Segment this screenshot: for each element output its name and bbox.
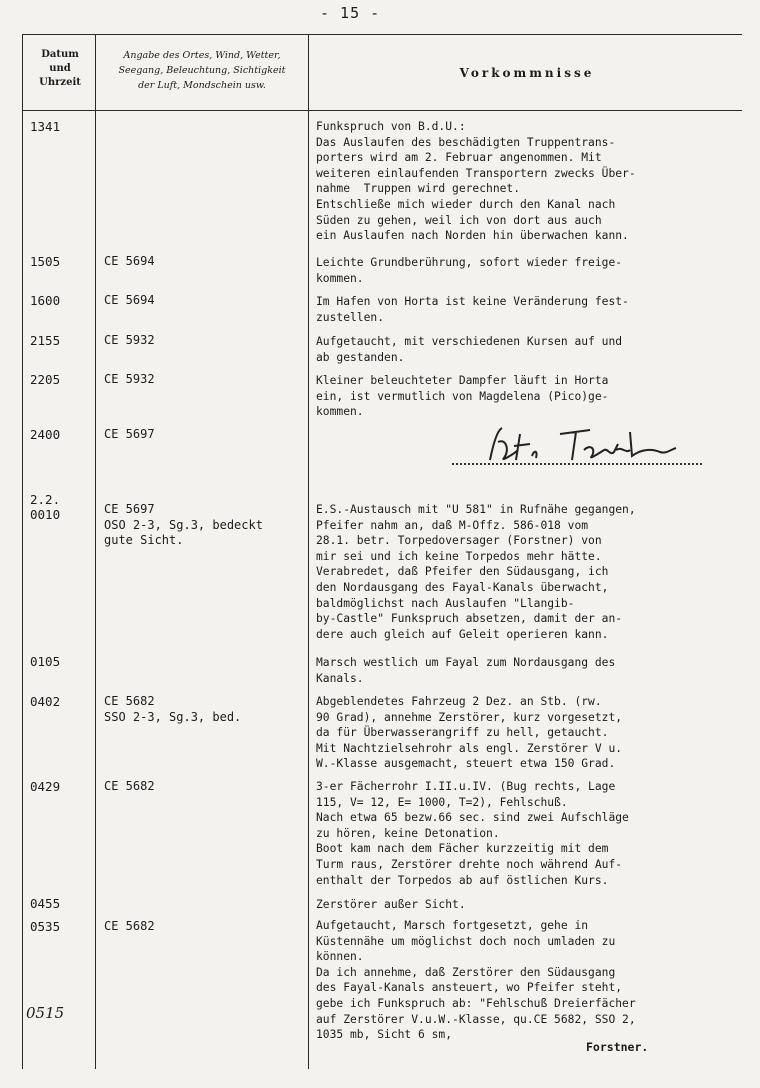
header-divider: [22, 110, 742, 111]
entry-time: 0429: [30, 779, 61, 794]
entry-time: 0402: [30, 694, 61, 709]
entry-place: CE 5682 SSO 2-3, Sg.3, bed.: [104, 694, 242, 724]
page-number: - 15 -: [320, 4, 381, 22]
entry-event: Im Hafen von Horta ist keine Veränderung fest- zustellen.: [316, 295, 629, 324]
entry-event: Zerstörer außer Sicht.: [316, 898, 466, 911]
table-border-top: [22, 34, 742, 35]
entry-place: CE 5697 OSO 2-3, Sg.3, bedeckt gute Sicht.: [104, 502, 263, 547]
entry-place: CE 5694: [104, 254, 155, 268]
entry-place: CE 5682: [104, 919, 155, 933]
entry-time: 0535: [30, 919, 61, 934]
entry-time: 1341: [30, 119, 61, 134]
entry-event: 3-er Fächerrohr I.II.u.IV. (Bug rechts, Lage 115, V= 12, E= 1000, T=2), Fehlschuß. Nach etwa 65 bezw.66 sec. sind zwei Aufschläge zu hören, keine Detonation. Boot kam nach dem Fächer kurzzeitig mit dem Turm raus, Zerstörer drehte noch während Auf- enthalt der Torpedos ab auf östlichen Kurs.: [316, 780, 629, 887]
entry-event: Aufgetaucht, Marsch fortgesetzt, gehe in Küstennähe um möglichst doch noch umladen zu können. Da ich annehme, daß Zerstörer den Südausgang des Fayal-Kanals ansteuert, wo Pfeifer steht, gebe ich Funkspruch ab: "Fehlschuß Dreierfächer auf Zerstörer V.u.W.-Klasse, qu.CE 5682, SSO 2, 1035 mb, Sicht 6 sm,: [316, 919, 636, 1042]
entry-event: Aufgetaucht, mit verschiedenen Kursen auf und ab gestanden.: [316, 335, 623, 364]
entry-event: Kleiner beleuchteter Dampfer läuft in Horta ein, ist vermutlich von Magdelena (Pico)ge- kommen.: [316, 374, 609, 419]
entry-time: 0455: [30, 896, 61, 911]
entry-time: 2.2. 0010: [30, 492, 61, 522]
entry-time: 0105: [30, 654, 61, 669]
header-events-column: Vorkommnisse: [459, 66, 595, 80]
column-divider-place: [308, 34, 309, 1069]
entry-event: Funkspruch von B.d.U.: Das Auslaufen des beschädigten Truppentrans- porters wird am 2. Februar angenommen. Mit weiteren einlaufenden Transportern zwecks Über- nahme Truppen wird gerechnet. Entschließe mich wieder durch den Kanal nach Süden zu gehen, weil ich von dort aus auch ein Auslaufen nach Norden hin überwachen kann.: [316, 120, 636, 243]
entry-time: 2400: [30, 427, 61, 442]
header-date-column: Datum und Uhrzeit: [39, 49, 81, 88]
entry-time: 1600: [30, 293, 61, 308]
entry-place: CE 5932: [104, 372, 155, 386]
entry-event: Marsch westlich um Fayal zum Nordausgang des Kanals.: [316, 656, 616, 685]
entry-time: 2205: [30, 372, 61, 387]
entry-place: CE 5694: [104, 293, 155, 307]
margin-note: 0515: [26, 1004, 65, 1022]
column-divider-date: [95, 34, 96, 1069]
entry-place: CE 5697: [104, 427, 155, 441]
entry-event: E.S.-Austausch mit "U 581" in Rufnähe gegangen, Pfeifer nahm an, daß M-Offz. 586-018 vom 28.1. betr. Torpedoversager (Forstner) von mir sei und ich keine Torpedos mehr hätte. Verabredet, daß Pfeifer den Südausgang, ich den Nordausgang des Fayal-Kanals überwacht, baldmöglichst nach Auslaufen "Llangib- by-Castle" Funkspruch absetzen, damit der an- dere auch gleich auf Geleit operieren kann.: [316, 503, 636, 641]
entry-time: 1505: [30, 254, 61, 269]
signer-name: Forstner.: [586, 1040, 649, 1054]
entry-time: 2155: [30, 333, 61, 348]
entry-event: Abgeblendetes Fahrzeug 2 Dez. an Stb. (rw. 90 Grad), annehme Zerstörer, kurz vorgesetzt, da für Überwasserangriff zu hell, getaucht. Mit Nachtzielsehrohr als engl. Zerstörer V u. W.-Klasse ausgemacht, steuert etwa 150 Grad.: [316, 695, 623, 771]
table-border-left: [22, 34, 23, 1069]
signature-line: [452, 463, 702, 465]
entry-place: CE 5682: [104, 779, 155, 793]
entry-event: Leichte Grundberührung, sofort wieder freige- kommen.: [316, 256, 623, 285]
header-place-column: Angabe des Ortes, Wind, Wetter, Seegang, Beleuchtung, Sichtigkeit der Luft, Mondschein usw.: [118, 50, 286, 91]
entry-place: CE 5932: [104, 333, 155, 347]
handwritten-signature: [480, 420, 690, 468]
